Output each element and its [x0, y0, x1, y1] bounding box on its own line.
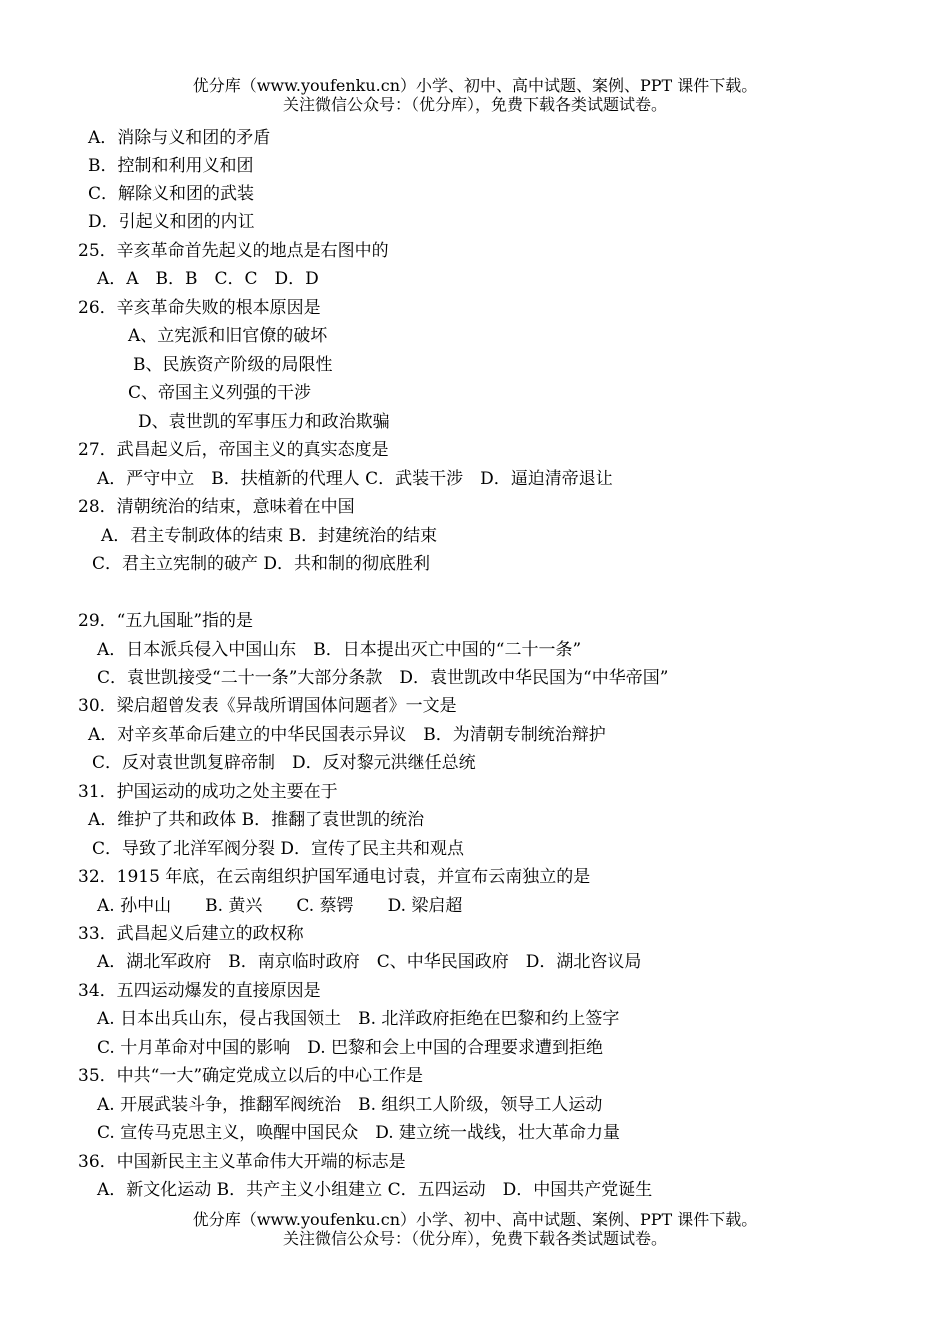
q29-options-cd: C．袁世凯接受“二十一条”大部分条款 D．袁世凯改中华民国为“中华帝国” [97, 668, 669, 688]
q31-stem: 31．护国运动的成功之处主要在于 [78, 782, 338, 802]
q24-option-c: C．解除义和团的武装 [88, 184, 255, 204]
q29-options-ab: A．日本派兵侵入中国山东 B．日本提出灭亡中国的“二十一条” [97, 640, 582, 660]
q33-stem: 33．武昌起义后建立的政权称 [78, 924, 304, 944]
q35-stem: 35．中共“一大”确定党成立以后的中心工作是 [78, 1066, 424, 1086]
footer-line-1: 优分库（www.youfenku.cn）小学、初中、高中试题、案例、PPT 课件下载。 [192, 1210, 758, 1229]
q27-stem: 27．武昌起义后，帝国主义的真实态度是 [78, 440, 389, 460]
q28-stem: 28．清朝统治的结束，意味着在中国 [78, 497, 355, 517]
q29-stem: 29．“五九国耻”指的是 [78, 611, 254, 631]
q26-stem: 26．辛亥革命失败的根本原因是 [78, 298, 321, 318]
q26-option-c: C、帝国主义列强的干涉 [128, 383, 312, 403]
q35-options-cd: C. 宣传马克思主义，唤醒中国民众 D. 建立统一战线，壮大革命力量 [97, 1123, 621, 1143]
page-header [0, 76, 950, 114]
q25-stem: 25．辛亥革命首先起义的地点是右图中的 [78, 241, 389, 261]
q27-options: A．严守中立 B．扶植新的代理人 C．武装干涉 D．逼迫清帝退让 [97, 469, 613, 489]
header-line-2: 关注微信公众号：（优分库），免费下载各类试题试卷。 [282, 95, 667, 114]
q33-options: A．湖北军政府 B．南京临时政府 C、中华民国政府 D．湖北咨议局 [97, 952, 642, 972]
page-footer [0, 1210, 950, 1248]
q28-options-ab: A．君主专制政体的结束 B．封建统治的结束 [101, 526, 438, 546]
q30-options-cd: C．反对袁世凯复辟帝制 D．反对黎元洪继任总统 [92, 753, 476, 773]
q25-options: A．A B．B C．C D．D [97, 269, 319, 289]
q34-options-ab: A. 日本出兵山东，侵占我国领土 B. 北洋政府拒绝在巴黎和约上签字 [97, 1009, 620, 1029]
q24-option-d: D．引起义和团的内讧 [88, 212, 255, 232]
q28-options-cd: C．君主立宪制的破产 D．共和制的彻底胜利 [92, 554, 431, 574]
q31-options-cd: C．导致了北洋军阀分裂 D．宣传了民主共和观点 [92, 839, 465, 859]
q34-options-cd: C. 十月革命对中国的影响 D. 巴黎和会上中国的合理要求遭到拒绝 [97, 1038, 604, 1058]
q30-stem: 30．梁启超曾发表《异哉所谓国体问题者》一文是 [78, 696, 457, 716]
q26-option-a: A、立宪派和旧官僚的破坏 [128, 326, 328, 346]
q24-option-a: A．消除与义和团的矛盾 [88, 128, 271, 148]
q31-options-ab: A．维护了共和政体 B．推翻了袁世凯的统治 [88, 810, 425, 830]
q30-options-ab: A．对辛亥革命后建立的中华民国表示异议 B．为清朝专制统治辩护 [88, 725, 606, 745]
q32-stem: 32．1915 年底，在云南组织护国军通电讨袁，并宣布云南独立的是 [78, 867, 591, 887]
q26-option-b: B、民族资产阶级的局限性 [133, 355, 333, 375]
q36-stem: 36．中国新民主主义革命伟大开端的标志是 [78, 1152, 406, 1172]
q24-option-b: B．控制和利用义和团 [88, 156, 254, 176]
q34-stem: 34．五四运动爆发的直接原因是 [78, 981, 321, 1001]
q32-options: A. 孙中山 B. 黄兴 C. 蔡锷 D. 梁启超 [97, 896, 463, 916]
header-line-1: 优分库（www.youfenku.cn）小学、初中、高中试题、案例、PPT 课件下载。 [192, 76, 758, 95]
q36-options: A．新文化运动 B．共产主义小组建立 C．五四运动 D．中国共产党诞生 [97, 1180, 653, 1200]
q35-options-ab: A. 开展武装斗争，推翻军阀统治 B. 组织工人阶级，领导工人运动 [97, 1095, 603, 1115]
q26-option-d: D、袁世凯的军事压力和政治欺骗 [138, 412, 390, 432]
footer-line-2: 关注微信公众号：（优分库），免费下载各类试题试卷。 [282, 1229, 667, 1248]
